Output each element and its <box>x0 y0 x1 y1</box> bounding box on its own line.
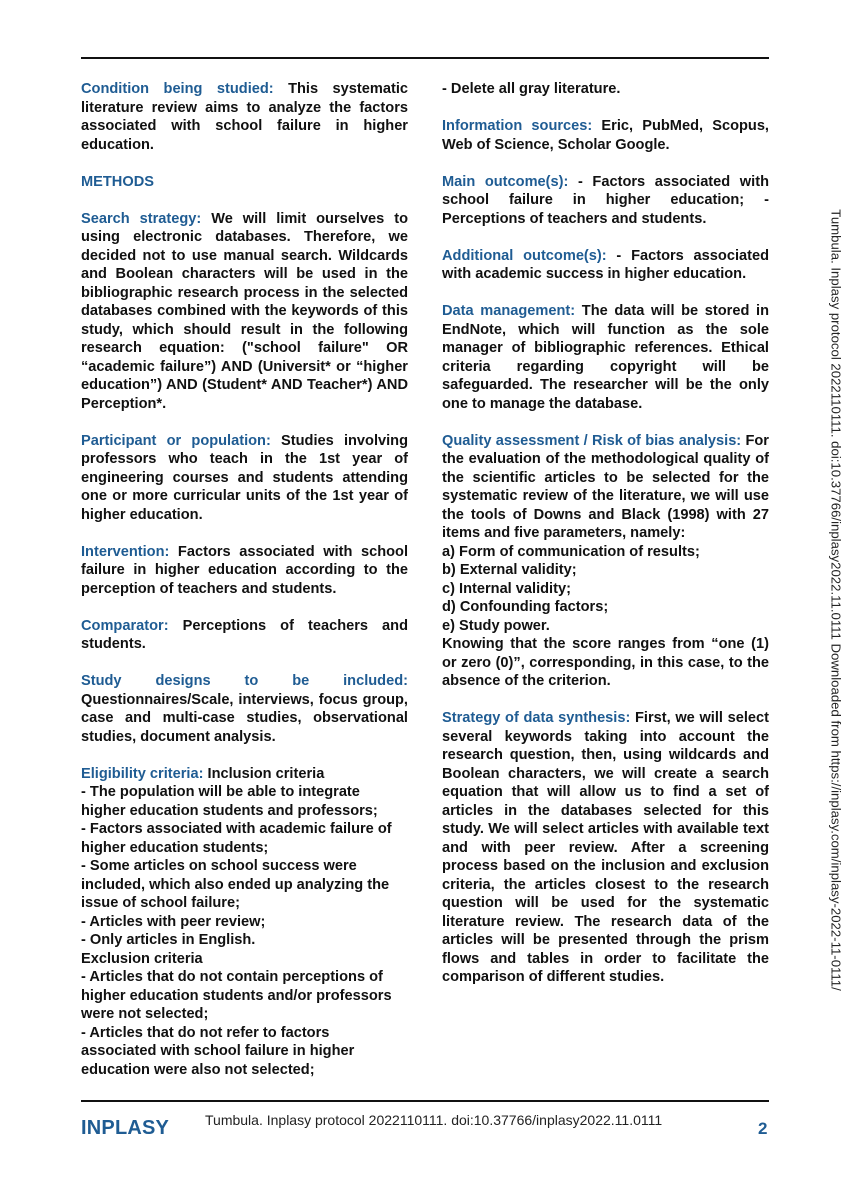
main-outcome-label: Main outcome(s): <box>442 173 569 190</box>
quality-section <box>442 432 769 691</box>
condition-section <box>81 80 408 154</box>
inclusion-item: - Some articles on school success were included, which also ended up analyzing the issue of school failure; <box>81 858 390 911</box>
exclusion-title: Exclusion criteria <box>81 950 203 967</box>
inclusion-item: - Factors associated with academic failure of higher education students; <box>81 821 392 856</box>
additional-outcome-text: - Factors associated with academic success in higher education. <box>442 247 770 282</box>
quality-text: For the evaluation of the methodological quality of the scientific articles to be selected for the systematic review of the literature, we will use the tools of Downs and Black (1998) with 27 items and five parameters, namely: <box>442 432 769 541</box>
exclusion-item: - Articles that do not contain perceptions of higher education students and/or professors were not selected; <box>81 969 392 1022</box>
main-outcome-section <box>442 173 769 229</box>
participant-label: Participant or population: <box>81 432 271 449</box>
synthesis-section <box>442 709 769 987</box>
exclusion-continued <box>442 80 769 99</box>
quality-item: a) Form of communication of results; <box>442 543 700 560</box>
condition-text: This systematic literature review aims to analyze the factors associated with school failure in higher education. <box>81 81 409 153</box>
search-text: We will limit ourselves to using electronic databases. Therefore, we decided not to use manual search. Wildcards and Boolean characters will be used in the bibliographic research process in the selected databases combined with the keywords of this study, which should result in the following research equation: ("school failure" OR “academic failure”) AND (Universit* or “higher education”) AND (Student* AND Teacher*) AND Perception*. <box>81 210 409 412</box>
quality-item: e) Study power. <box>442 617 550 634</box>
quality-item: c) Internal validity; <box>442 580 571 597</box>
study-designs-label: Study designs to be included: <box>81 673 408 689</box>
header-rule <box>81 57 769 59</box>
quality-item: d) Confounding factors; <box>442 599 609 615</box>
eligibility-label: Eligibility criteria: <box>81 765 204 782</box>
inclusion-title: Inclusion criteria <box>203 765 325 782</box>
sources-section <box>442 117 769 154</box>
study-designs-text: Questionnaires/Scale, interviews, focus group, case and multi-case studies, observational studies, document analysis. <box>81 691 408 745</box>
inclusion-item: - The population will be able to integrate higher education students and professors; <box>81 784 378 819</box>
methods-heading: METHODS <box>81 173 154 190</box>
exclusion-item: - Delete all gray literature. <box>442 81 621 97</box>
synthesis-text: First, we will select several keywords taking into account the research question, then, using wildcards and Boolean characters, we will create a search equation that will allow us to find a set of articles in the databases selected for this study. We will select articles with available text and with peer review. After a screening process based on the inclusion and exclusion criteria, the articles closest to the research question will be used for the systematic literature review. The research data of the articles will be presented through the prism flows and tables in order to facilitate the comparison of different studies. <box>442 710 769 985</box>
study-designs-section <box>81 672 408 746</box>
quality-item: b) External validity; <box>442 562 577 578</box>
intervention-text: Factors associated with school failure in higher education according to the perception of teachers and students. <box>81 543 408 597</box>
right-column <box>442 80 769 1005</box>
synthesis-label: Strategy of data synthesis: <box>442 710 631 726</box>
sources-text: Eric, PubMed, Scopus, Web of Science, Scholar Google. <box>442 118 769 153</box>
footer-brand: INPLASY <box>81 1117 170 1139</box>
condition-label: Condition being studied: <box>81 81 274 97</box>
sources-label: Information sources: <box>442 118 593 134</box>
inclusion-item: - Articles with peer review; <box>81 913 266 930</box>
data-management-text: The data will be stored in EndNote, which will function as the sole manager of bibliographic references. Ethical criteria regarding copyright will be safeguarded. The researcher will be the only one to manage the database. <box>442 303 769 412</box>
comparator-section <box>81 617 408 654</box>
inclusion-item: - Only articles in English. <box>81 932 256 948</box>
additional-outcome-label: Additional outcome(s): <box>442 247 607 264</box>
participant-text: Studies involving professors who teach in the 1st year of engineering courses and students attending one or more curricular units of the 1st year of higher education. <box>81 432 408 523</box>
left-column <box>81 80 408 1098</box>
search-section <box>81 210 408 414</box>
data-management-section <box>442 302 769 413</box>
intervention-section <box>81 543 408 599</box>
eligibility-section <box>81 765 408 1080</box>
search-label: Search strategy: <box>81 210 202 227</box>
page-number: 2 <box>758 1119 768 1138</box>
quality-label: Quality assessment / Risk of bias analysis: <box>442 432 742 449</box>
side-download-text: Tumbula. Inplasy protocol 2022110111. doi:10.37766/inplasy2022.11.0111 Downloaded from https://inplasy.com/inplasy-2022-11-0111/ <box>828 209 844 991</box>
additional-outcome-section <box>442 247 769 284</box>
main-outcome-text: - Factors associated with school failure in higher education; - Perceptions of teachers and students. <box>442 173 769 227</box>
footer-rule <box>81 1100 769 1102</box>
comparator-label: Comparator: <box>81 617 169 634</box>
data-management-label: Data management: <box>442 303 576 319</box>
quality-after: Knowing that the score ranges from “one (1) or zero (0)”, corresponding, in this case, to the absence of the criterion. <box>442 636 769 689</box>
comparator-text: Perceptions of teachers and students. <box>81 617 408 652</box>
participant-section <box>81 432 408 525</box>
footer-citation: Tumbula. Inplasy protocol 2022110111. doi:10.37766/inplasy2022.11.0111 <box>205 1112 663 1128</box>
exclusion-item: - Articles that do not refer to factors associated with school failure in higher education were also not selected; <box>81 1024 355 1078</box>
intervention-label: Intervention: <box>81 543 170 560</box>
